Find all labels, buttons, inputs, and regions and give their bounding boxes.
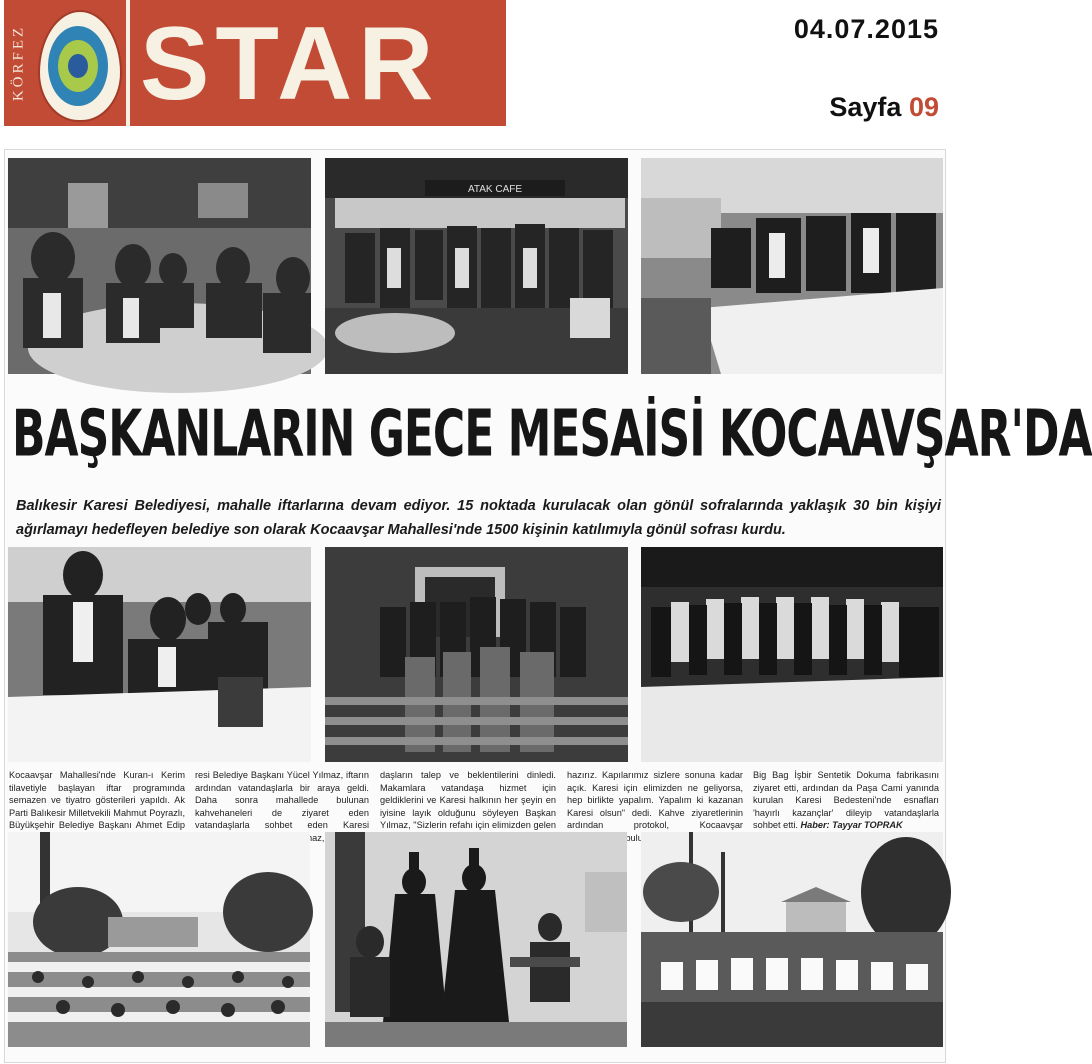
body-column-5 [753,769,939,831]
body-column-1: Kocaavşar Mahallesi'nde Kuran-ı Kerim tilavetiyle başlayan iftar programında semazen ve tiyatro gösterileri yapıldı. Ak Parti Balıkesir Milletvekili Mahmut Poyrazlı, Büyükşehir Belediye Başkanı Ahmet Edip [9,770,185,831]
masthead-vertical-label [10,6,28,120]
page-number [829,92,939,123]
photo-iftar-tables-outdoor [8,832,310,1047]
publication-date: 04.07.2015 [793,14,939,44]
korfez-label: KÖRFEZ [10,24,27,102]
article-lead: Balıkesir Karesi Belediyesi, mahalle iftarlarına devam ediyor. 15 noktada kurulacak olan gönül sofralarında yaklaşık 30 bin kişiyi ağırlamayı hedefleyen belediye son olarak Kocaavşar Mahallesi'nde 1500 kişinin katılımıyla gönül sofrası kurdu. [16,498,941,538]
body-column-2: resi Belediye Başkanı Yücel Yılmaz, iftarın ardından vatandaşlarla bir araya geldi. Daha sonra mahallede bulunan kahvehaneleri de ziyaret eden vatandaşlarla sohbet eden Karesi [195,770,369,831]
page-label-text: Sayfa [829,92,902,122]
photo-table-guests [8,158,311,374]
page-number-value: 09 [908,92,939,122]
photo-iftar-street-tables [641,832,943,1047]
article-byline: Haber: Tayyar TOPRAK [800,820,903,831]
masthead-logo-text: STAR [140,6,440,122]
masthead-divider [126,0,130,126]
photo-table-signing [641,158,943,374]
photo-sema-performance [325,832,627,1047]
photo-cafe-crowd [325,158,628,374]
body-column-4: hazırız. Kapılarımız sizlere sonuna kadar açık. Karesi için elimizden ne geliyorsa, hep birlikte yapalım. Yapalım ki kazanan Karesi olsun" dedi. Kahve ziyaretlerinin ardından protokol, Kocaavşar [567,770,743,831]
body-column-5-text: Big Bag İşbir Sentetik Dokuma fabrikasını ziyaret etti, ardından da Paşa Cami yanında kurulan Karesi Bedesteni'nde esnafları 'hayırlı kazançlar' dileyip vatandaşlarla sohbet etti. [753,770,939,831]
cafe-sign: ATAK CAFE [467,184,523,195]
article-headline: BAŞKANLARIN GECE MESAİSİ KOCAAVŞAR'DA [12,397,1092,472]
photo-group-stairs [325,547,628,762]
egg-target-icon [38,10,122,122]
photo-street-group [641,547,943,762]
body-column-3: daşların talep ve beklentilerini dinledi. Makamlara vatandaşa hizmet için geldiklerini ve Karesi halkının her şeyin en iyisine layık olduğunu söyleyen Başkan Yılmaz, "Sizlerin refahı için elimizden gelen [380,770,556,831]
newspaper-masthead [4,0,506,126]
photo-mayors-at-table [8,547,311,762]
